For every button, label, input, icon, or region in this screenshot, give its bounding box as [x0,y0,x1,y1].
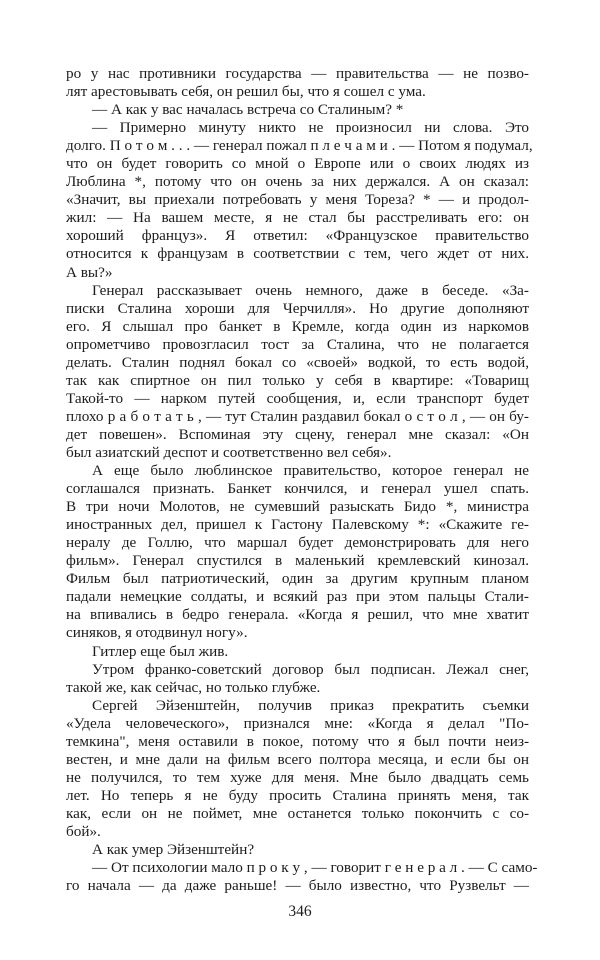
text-line: падали немецкие солдаты, и всякий раз при этом пальцы Стали- [66,588,529,606]
text-line: Фильм был патриотический, один за другим крупным планом [66,570,529,588]
text-line: так как спиртное он пил только у себя в квартире: «Товарищ [66,371,529,389]
text-line: — А как у вас началась встреча со Сталиным? * [92,101,404,119]
text-line: «Значит, вы приехали потребовать у меня Тореза? * — и продол- [66,191,529,209]
text-line: Утром франко-советский договор был подписан. Лежал снег, [92,660,529,678]
text-line: долго. П о т о м . . . — генерал пожал п л е ч а м и . — Потом я подумал, [66,137,533,155]
text-line: Люблина *, потому что он очень за них держался. А он сказал: [66,173,529,191]
text-line: го начала — да даже раньше! — было известно, что Рузвельт — [66,877,529,895]
text-line: фильм». Генерал спустился в маленький кремлевский кинозал. [66,552,529,570]
text-line: относится к французам в соответствии с тем, чего ждет от них. [66,245,529,263]
text-line: Такой-то — нарком путей сообщения, и, если транспорт будет [66,389,529,407]
text-line: темкина", меня оставили в покое, потому что я был почти неиз- [66,732,529,750]
text-line: Сергей Эйзенштейн, получив приказ прекратить съемки [92,696,529,714]
text-line: на впивались в бедро генерала. «Когда я решил, что мне хватит [66,606,529,624]
text-line: такой же, как сейчас, но только глубже. [66,678,321,696]
text-line: В три ночи Молотов, не сумевший разыскать Бидо *, министра [66,498,529,516]
text-line: хороший француз». Я ответил: «Французское правительство [66,227,529,245]
text-line: — От психологии мало п р о к у , — говорит г е н е р а л . — С само- [92,859,538,877]
text-line: Гитлер еще был жив. [92,642,229,660]
text-line: дет повешен». Вспоминая эту сцену, генерал мне сказал: «Он [66,425,529,443]
text-line: что он будет говорить со мной о Европе или о своих людях из [66,155,529,173]
text-line: — Примерно минуту никто не произносил ни слова. Это [92,119,529,137]
text-line: как, если он не поймет, мне останется только покончить с со- [66,804,529,822]
text-line: его. Я слышал про банкет в Кремле, когда один из наркомов [66,317,529,335]
text-line: лет. Но теперь я не буду просить Сталина принять меня, так [66,786,529,804]
text-line: лят арестовывать себя, он решил бы, что я сошел с ума. [66,83,426,101]
text-line: ро у нас противники государства — правительства — не позво- [66,65,529,82]
text-line: опрометчиво провозгласил тост за Сталина, что не полагается [66,335,529,353]
text-line: синяков, я отодвинул ногу». [66,624,248,642]
text-line: жил: — На вашем месте, я не стал бы расстреливать его: он [66,209,529,227]
text-line: был азиатский деспот и соответственно вел себя». [66,443,392,461]
text-line: не получился, то тем хуже для меня. Мне было двадцать семь [66,768,529,786]
text-line: Генерал рассказывает очень немного, даже в беседе. «За- [92,281,529,299]
text-line: делать. Сталин поднял бокал со «своей» водкой, то есть водой, [66,353,529,371]
page-number: 346 [288,903,312,920]
text-line: А вы?» [66,263,113,281]
text-line: иностранных дел, пришел к Гастону Палевскому *: «Скажите ге- [66,516,529,534]
text-line: вестен, и мне дали на фильм всего полтора месяца, и если бы он [66,750,529,768]
text-line: А еще было люблинское правительство, которое генерал не [92,462,529,480]
text-line: плохо р а б о т а т ь , — тут Сталин раздавил бокал о с т о л , — он бу- [66,407,529,425]
text-line: нералу де Голлю, что маршал будет демонстрировать для него [66,534,529,552]
text-line: писки Сталина хороши для Черчилля». Но другие дополняют [66,299,529,317]
text-line: бой». [66,822,101,840]
page-body-text [66,65,538,895]
text-line: «Удела человеческого», признался мне: «Когда я делал "По- [66,714,529,732]
text-line: А как умер Эйзенштейн? [92,841,255,859]
text-line: соглашался признать. Банкет кончился, и генерал ушел спать. [66,480,529,498]
